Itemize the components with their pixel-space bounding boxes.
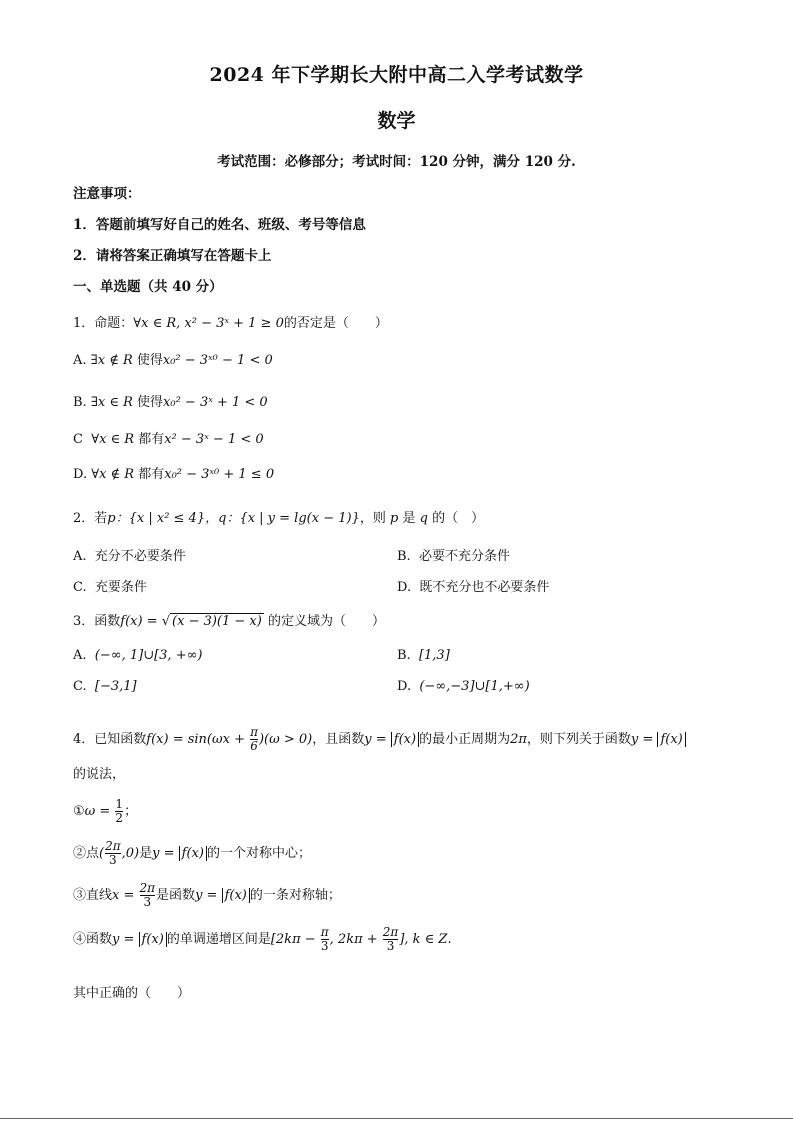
option-label: C. bbox=[73, 580, 87, 595]
option-connector: 都有 bbox=[134, 467, 165, 482]
s4-fraction-1 bbox=[321, 926, 329, 953]
option-math: x₀² − 3ˣ⁰ + 1 ≤ 0 bbox=[164, 467, 275, 482]
s4-interval-b: , 2kπ + bbox=[329, 932, 382, 947]
option-text: 充要条件 bbox=[94, 580, 147, 595]
notice-item-2: 2．请将答案正确填写在答题卡上 bbox=[73, 248, 272, 264]
q1-statement: ∀x ∈ R, x² − 3ˣ + 1 ≥ 0 bbox=[133, 316, 284, 331]
option-quantifier: ∀x ∈ R bbox=[91, 432, 135, 447]
q4-period: 2π bbox=[510, 732, 527, 747]
option-quantifier: ∃x ∈ R bbox=[90, 395, 133, 410]
q4-func-b: )(ω > 0) bbox=[258, 732, 313, 747]
frac-den: 3 bbox=[140, 895, 156, 909]
q2-tail2: 是 bbox=[402, 511, 416, 526]
s3-yeq: y = bbox=[195, 888, 222, 903]
frac-num: π bbox=[320, 925, 329, 939]
s4-end: . bbox=[447, 932, 452, 947]
s2-close: ,0) bbox=[121, 846, 140, 861]
q1-suffix: 的否定是（ ） bbox=[283, 316, 388, 331]
q4-statement-3 bbox=[73, 882, 341, 909]
q3-function: f(x) = bbox=[120, 614, 162, 629]
s1-math: ω = bbox=[84, 804, 115, 819]
page-bottom-rule bbox=[0, 1118, 793, 1119]
q2-option-c[interactable] bbox=[73, 576, 147, 595]
question-2 bbox=[73, 507, 484, 526]
q4-mid3: ，则下列关于函数 bbox=[526, 732, 631, 747]
notice-item-1: 1．答题前填写好自己的姓名、班级、考号等信息 bbox=[73, 217, 366, 233]
option-label: B. bbox=[73, 395, 87, 410]
s1-fraction bbox=[115, 798, 123, 825]
frac-den: 6 bbox=[250, 739, 258, 753]
option-label: A. bbox=[73, 353, 87, 368]
q2-tail: ，则 bbox=[359, 511, 386, 526]
q4-statement-2 bbox=[73, 840, 311, 867]
q3-prefix: 3．函数 bbox=[73, 614, 121, 629]
option-label: C. bbox=[73, 679, 87, 694]
s3-end: 的一条对称轴； bbox=[249, 888, 341, 903]
frac-num: π bbox=[250, 725, 258, 739]
q2-p-ref: p bbox=[390, 511, 399, 526]
frac-num: 2π bbox=[105, 839, 121, 853]
option-math: [−3,1] bbox=[94, 679, 137, 694]
option-math: x² − 3ˣ − 1 < 0 bbox=[164, 432, 264, 447]
q2-p: p bbox=[107, 511, 116, 526]
q4-abs-fx: f(x) bbox=[391, 732, 419, 747]
notice-heading: 注意事项： bbox=[73, 186, 141, 202]
option-label: B. bbox=[397, 549, 411, 564]
frac-num: 2π bbox=[139, 881, 156, 895]
question-1 bbox=[73, 312, 388, 331]
s3-x: x = bbox=[112, 888, 139, 903]
s3-abs-fx: f(x) bbox=[222, 888, 250, 903]
q4-pi-over-6 bbox=[250, 726, 258, 753]
frac-num: 1 bbox=[115, 797, 124, 811]
statement-marker: ① bbox=[73, 804, 85, 819]
q2-prefix: 2．若 bbox=[73, 511, 108, 526]
q4-mid: ，且函数 bbox=[312, 732, 365, 747]
option-text: 充分不必要条件 bbox=[94, 549, 186, 564]
question-3 bbox=[73, 610, 385, 629]
s3-mid: 是函数 bbox=[156, 888, 196, 903]
q3-radicand: (x − 3)(1 − x) bbox=[172, 614, 262, 629]
q2-p-set: ：{x | x² ≤ 4} bbox=[115, 511, 206, 526]
option-math: x₀² − 3ˣ + 1 < 0 bbox=[163, 395, 268, 410]
option-quantifier: ∃x ∉ R bbox=[90, 353, 133, 368]
option-math: (−∞,−3]∪[1,+∞) bbox=[419, 679, 530, 694]
q3-suffix: 的定义域为（ ） bbox=[267, 614, 385, 629]
s4-fraction-2 bbox=[383, 926, 399, 953]
s2-yeq: y = bbox=[152, 846, 179, 861]
q4-prefix: 4．已知函数 bbox=[73, 732, 147, 747]
q1-option-d[interactable] bbox=[73, 463, 274, 482]
frac-den: 3 bbox=[105, 853, 121, 867]
q3-option-b[interactable] bbox=[397, 648, 450, 663]
exam-subtitle: 数学 bbox=[377, 110, 416, 132]
q4-line2: 的说法， bbox=[73, 767, 126, 782]
s4-mid: 的单调递增区间是 bbox=[166, 932, 271, 947]
option-label: D. bbox=[397, 679, 412, 694]
q4-final: 其中正确的（ ） bbox=[73, 986, 191, 1001]
option-label: D. bbox=[397, 580, 412, 595]
s2-abs-fx: f(x) bbox=[179, 846, 207, 861]
option-text: 既不充分也不必要条件 bbox=[419, 580, 550, 595]
q2-q-set: ：{x | y = lg(x − 1)} bbox=[226, 511, 360, 526]
option-quantifier: ∀x ∉ R bbox=[91, 467, 135, 482]
option-label: C bbox=[73, 432, 83, 447]
option-connector: 使得 bbox=[132, 353, 163, 368]
s2-fraction bbox=[105, 840, 121, 867]
q1-option-c[interactable] bbox=[73, 428, 264, 447]
option-label: D. bbox=[73, 467, 88, 482]
q1-option-b[interactable] bbox=[73, 391, 268, 410]
s4-abs-fx: f(x) bbox=[139, 932, 167, 947]
option-math: x₀² − 3ˣ⁰ − 1 < 0 bbox=[162, 353, 273, 368]
s2-open: ( bbox=[99, 846, 105, 861]
sqrt-icon: √ bbox=[161, 614, 171, 629]
q2-q: ，q bbox=[205, 511, 227, 526]
q4-statement-1 bbox=[73, 798, 137, 825]
q4-func-a: f(x) = sin(ωx + bbox=[146, 732, 250, 747]
statement-marker: ②点 bbox=[73, 846, 100, 861]
frac-num: 2π bbox=[382, 925, 399, 939]
q4-statement-4 bbox=[73, 926, 452, 953]
q1-prefix: 1．命题： bbox=[73, 316, 134, 331]
s3-fraction bbox=[140, 882, 156, 909]
option-label: A. bbox=[73, 549, 87, 564]
option-math: [1,3] bbox=[418, 648, 450, 663]
q3-option-a[interactable] bbox=[73, 648, 203, 663]
q2-option-b[interactable] bbox=[397, 545, 510, 564]
s2-end: 的一个对称中心； bbox=[206, 846, 311, 861]
section-heading: 一、单选题（共 40 分） bbox=[73, 279, 223, 295]
s1-end: ； bbox=[124, 804, 138, 819]
s2-mid: 是 bbox=[139, 846, 153, 861]
q3-option-c[interactable] bbox=[73, 679, 137, 694]
q4-mid2: 的最小正周期为 bbox=[419, 732, 511, 747]
frac-den: 3 bbox=[320, 939, 329, 953]
question-4 bbox=[73, 726, 686, 753]
q2-tail3: 的（ ） bbox=[432, 511, 485, 526]
q2-option-d[interactable] bbox=[397, 576, 549, 595]
statement-marker: ③直线 bbox=[73, 888, 113, 903]
s4-interval-a: [2kπ − bbox=[270, 932, 320, 947]
s4-yeq: y = bbox=[112, 932, 139, 947]
frac-den: 2 bbox=[115, 811, 124, 825]
q2-q-ref-letter: q bbox=[419, 511, 428, 526]
option-label: B. bbox=[397, 648, 411, 663]
option-math: (−∞, 1]∪[3, +∞) bbox=[94, 648, 203, 663]
exam-title: 2024 年下学期长大附中高二入学考试数学 bbox=[209, 64, 584, 86]
option-text: 必要不充分条件 bbox=[418, 549, 510, 564]
exam-scope: 考试范围：必修部分；考试时间：120 分钟，满分 120 分. bbox=[217, 154, 576, 170]
s4-interval-c: ], k ∈ Z bbox=[399, 932, 448, 947]
option-label: A. bbox=[73, 648, 87, 663]
q4-yeq: y = bbox=[364, 732, 391, 747]
q4-abs-fx-2: f(x) bbox=[657, 732, 685, 747]
q4-yeq-2: y = bbox=[630, 732, 658, 747]
option-connector: 使得 bbox=[132, 395, 164, 410]
statement-marker: ④函数 bbox=[73, 932, 113, 947]
q3-option-d[interactable] bbox=[397, 679, 530, 694]
frac-den: 3 bbox=[383, 939, 399, 953]
q2-option-a[interactable] bbox=[73, 545, 186, 564]
q1-option-a[interactable] bbox=[73, 349, 273, 368]
option-connector: 都有 bbox=[134, 432, 165, 447]
